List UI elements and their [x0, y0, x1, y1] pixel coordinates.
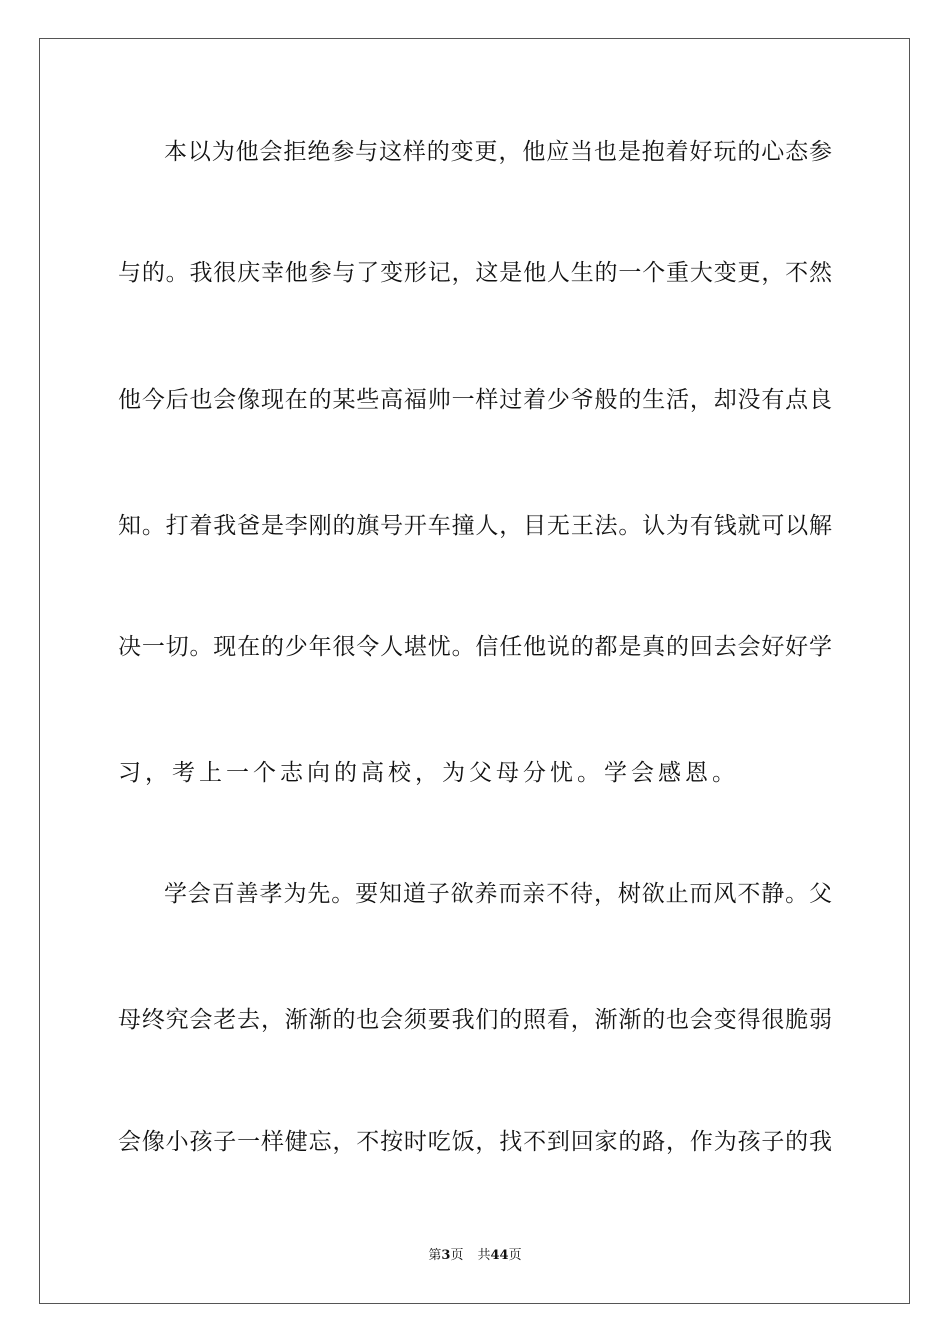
total-prefix: 共: [477, 1248, 491, 1263]
page-footer: [0, 1247, 950, 1265]
page-suffix: 页: [450, 1248, 464, 1263]
paragraph-2-line-3: 会像小孩子一样健忘，不按时吃饭，找不到回家的路，作为孩子的我: [118, 1129, 832, 1155]
total-suffix: 页: [508, 1248, 522, 1263]
page-number: 3: [441, 1248, 451, 1263]
paragraph-2-line-2: 母终究会老去，渐渐的也会须要我们的照看，渐渐的也会变得很脆弱: [118, 1007, 832, 1033]
paragraph-1-line-3: 他今后也会像现在的某些高福帅一样过着少爷般的生活，却没有点良: [118, 387, 832, 413]
paragraph-1-line-1: 本以为他会拒绝参与这样的变更，他应当也是抱着好玩的心态参: [164, 139, 832, 165]
paragraph-1-line-2: 与的。我很庆幸他参与了变形记，这是他人生的一个重大变更，不然: [118, 260, 832, 286]
paragraph-1-line-5: 决一切。现在的少年很令人堪忧。信任他说的都是真的回去会好好学: [118, 634, 832, 660]
paragraph-1-line-6: 习，考上一个志向的高校，为父母分忧。学会感恩。: [118, 760, 739, 786]
page-prefix: 第: [428, 1248, 442, 1263]
page-frame: [39, 38, 910, 1304]
paragraph-2-line-1: 学会百善孝为先。要知道子欲养而亲不待，树欲止而风不静。父: [164, 881, 832, 907]
paragraph-1-line-4: 知。打着我爸是李刚的旗号开车撞人，目无王法。认为有钱就可以解: [118, 513, 832, 539]
total-pages: 44: [490, 1248, 509, 1263]
